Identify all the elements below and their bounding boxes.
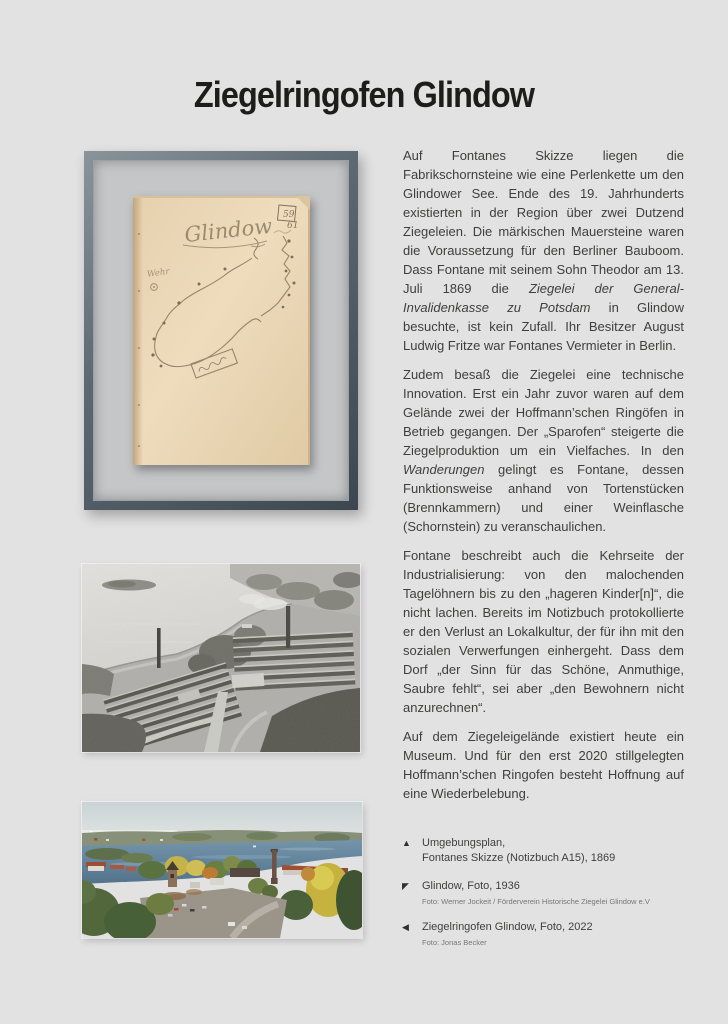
paragraph-4: Auf dem Ziegeleigelände existiert heute ein Museum. Und für den erst 2020 stillgelegten Hoffmann’schen Ringofen besteht Hoffnung auf eine Wiederbelebung. — [403, 729, 684, 801]
triangle-up-left-icon: ◤ — [402, 881, 409, 891]
paragraph-2: Zudem besaß die Ziegelei eine technische Innovation. Erst ein Jahr zuvor waren auf dem Gelände zwei der Hoffmann’schen Ringöfen in Betrieb gegangen. Der „Sparofen“ steigerte die Ziegelproduktion um ein Vielfaches. In den Wanderungen gelingt es Fontane, dessen Funktionsweise anhand von Tortenstücken (Brennkammern) und einer Weinflasche (Schornstein) zu veranschaulichen. — [403, 367, 684, 534]
caption-title-line: Umgebungsplan, — [422, 837, 506, 849]
notebook-sketch-image — [133, 196, 310, 465]
photo-2022-aerial — [82, 802, 362, 938]
caption-item-1936 — [402, 879, 684, 907]
triangle-up-icon: ▲ — [402, 838, 411, 848]
svg-text:Wehr: Wehr — [145, 266, 170, 280]
caption-title-line: Fontanes Skizze (Notizbuch A15), 1869 — [422, 852, 616, 864]
frame-mat — [93, 160, 349, 501]
sketch-title-handwriting: Glindow — [182, 213, 273, 247]
caption-item-2022 — [402, 920, 684, 948]
caption-credit: Foto: Werner Jockeit / Förderverein Historische Ziegelei Glindow e.V — [422, 897, 650, 906]
caption-title-line: Glindow, Foto, 1936 — [422, 880, 520, 892]
svg-text:59: 59 — [282, 210, 294, 220]
caption-credit: Foto: Jonas Becker — [422, 938, 487, 947]
caption-title-line: Ziegelringofen Glindow, Foto, 2022 — [422, 921, 593, 933]
photo-1936-aerial — [82, 564, 360, 752]
picture-frame — [84, 151, 358, 510]
caption-list — [402, 836, 684, 961]
page-title: Ziegelringofen Glindow — [193, 74, 535, 115]
triangle-left-icon: ◀ — [402, 922, 409, 932]
caption-item-sketch — [402, 836, 684, 866]
paragraph-3: Fontane beschreibt auch die Kehrseite der Industrialisierung: von den malochenden Tagelöhnern bis zu den „hageren Kinder[n]“, die nicht lachen. Bereits im Notizbuch protokollierte er den Verlust an Lokalkultur, der für ihn mit den sozialen Verwerfungen einhergeht. Dass dem Dorf „der Sinn für das Schöne, Anmuthige, Saubre fehlt“, sei aber „den Bewohnern nicht anzurechnen“. — [403, 548, 684, 715]
article-text — [403, 146, 684, 813]
paragraph-1: Auf Fontanes Skizze liegen die Fabrikschornsteine wie eine Perlenkette um den Glindower See. Ende des 19. Jahrhunderts existierten in der Region über zwei Dutzend Ziegeleien. Die märkischen Mauersteine waren die Voraussetzung für den Berliner Bauboom. Dass Fontane mit seinem Sohn Theodor am 13. Juli 1869 die Ziegelei der General-Invalidenkasse zu Potsdam in Glindow besuchte, ist kein Zufall. Ihr Besitzer August Ludwig Fritze war Fontanes Vermieter in Berlin. — [403, 148, 684, 353]
svg-text:61: 61 — [286, 221, 298, 231]
